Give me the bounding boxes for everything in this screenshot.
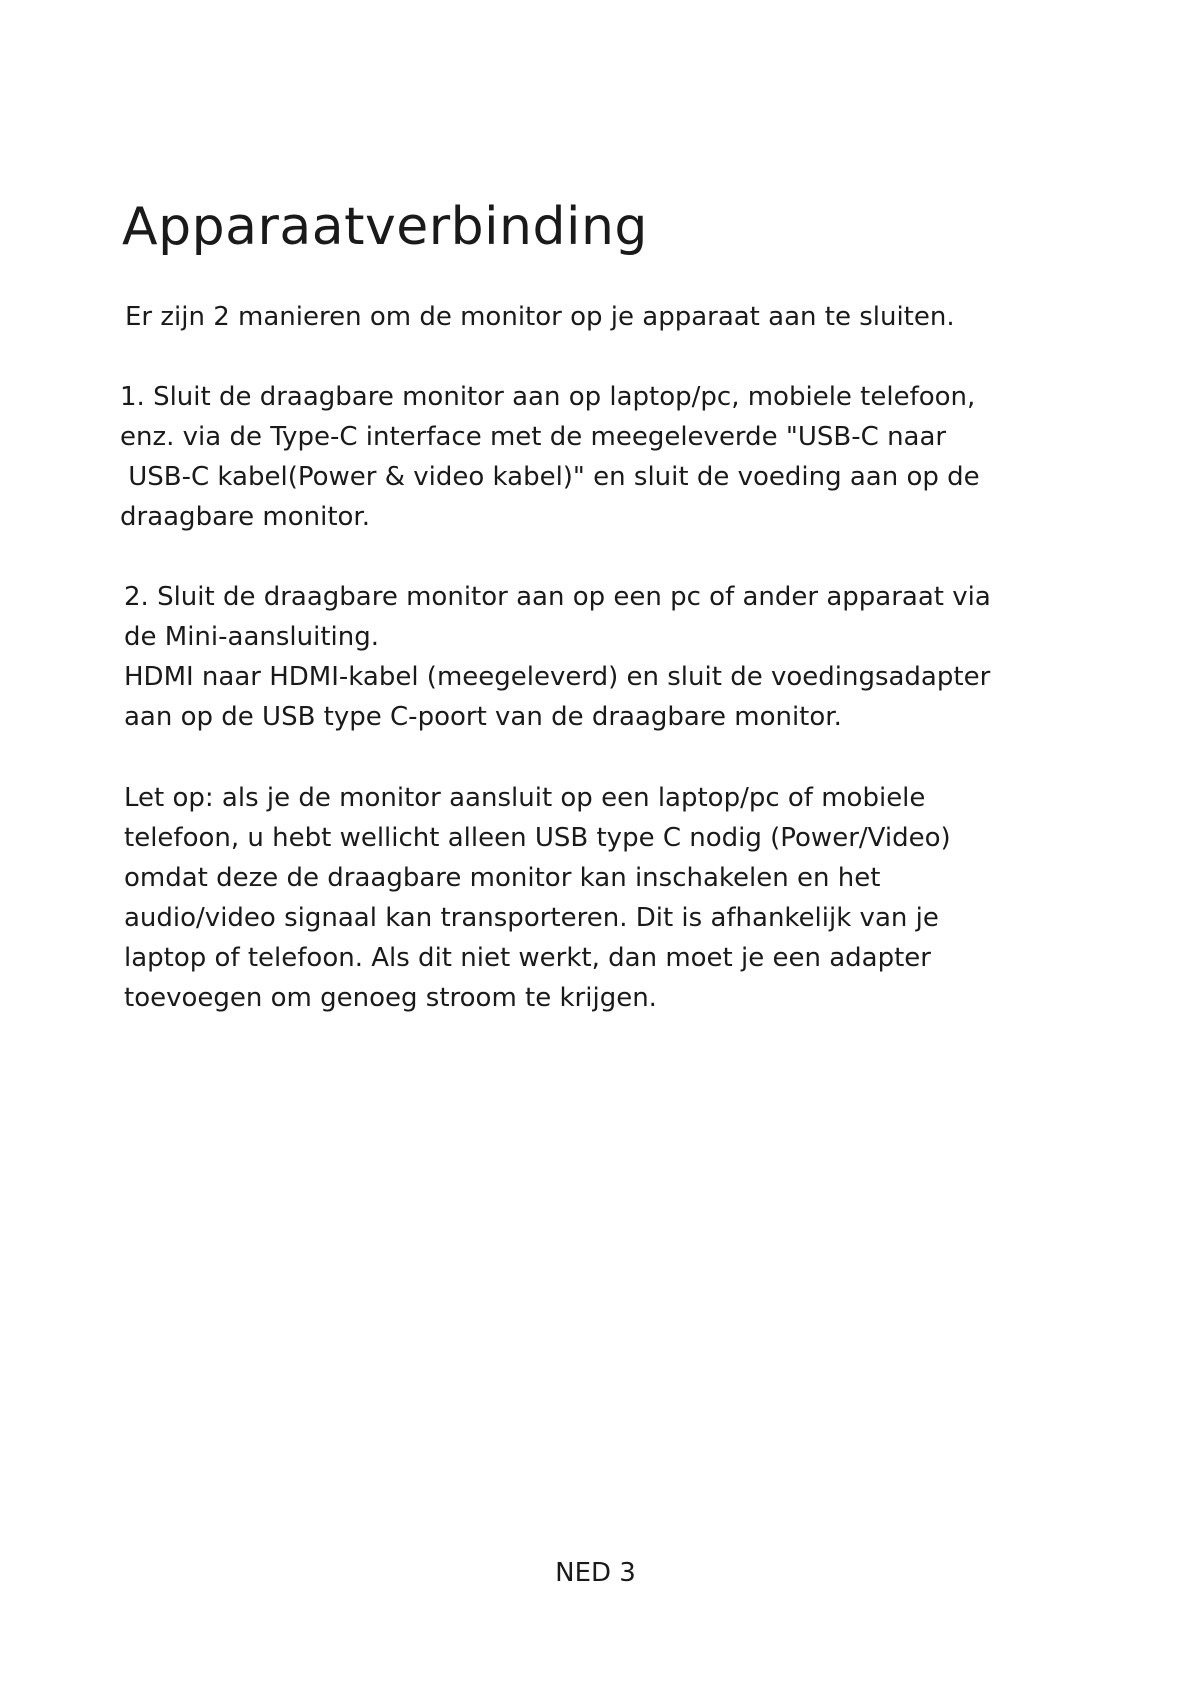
paragraph-line: draagbare monitor. <box>120 502 370 532</box>
page-number: NED 3 <box>555 1558 636 1588</box>
paragraph-line: Let op: als je de monitor aansluit op een laptop/pc of mobiele <box>124 783 926 813</box>
paragraph-line: toevoegen om genoeg stroom te krijgen. <box>124 983 657 1013</box>
paragraph-line: 2. Sluit de draagbare monitor aan op een pc of ander apparaat via <box>124 582 991 612</box>
paragraph-line: telefoon, u hebt wellicht alleen USB type C nodig (Power/Video) <box>124 823 951 853</box>
paragraph-line: laptop of telefoon. Als dit niet werkt, dan moet je een adapter <box>124 943 931 973</box>
paragraph-line: omdat deze de draagbare monitor kan inschakelen en het <box>124 863 881 893</box>
paragraph-line: de Mini-aansluiting. <box>124 622 379 652</box>
paragraph-line: USB-C kabel(Power & video kabel)" en sluit de voeding aan op de <box>120 462 980 492</box>
paragraph-line: enz. via de Type-C interface met de meegeleverde "USB-C naar <box>120 422 947 452</box>
intro-text: Er zijn 2 manieren om de monitor op je apparaat aan te sluiten. <box>125 302 955 332</box>
paragraph-line: HDMI naar HDMI-kabel (meegeleverd) en sluit de voedingsadapter <box>124 662 991 692</box>
paragraph-line: 1. Sluit de draagbare monitor aan op laptop/pc, mobiele telefoon, <box>120 382 976 412</box>
paragraph-line: aan op de USB type C-poort van de draagbare monitor. <box>124 702 842 732</box>
paragraph-line: audio/video signaal kan transporteren. Dit is afhankelijk van je <box>124 903 939 933</box>
page-title: Apparaatverbinding <box>122 197 648 257</box>
